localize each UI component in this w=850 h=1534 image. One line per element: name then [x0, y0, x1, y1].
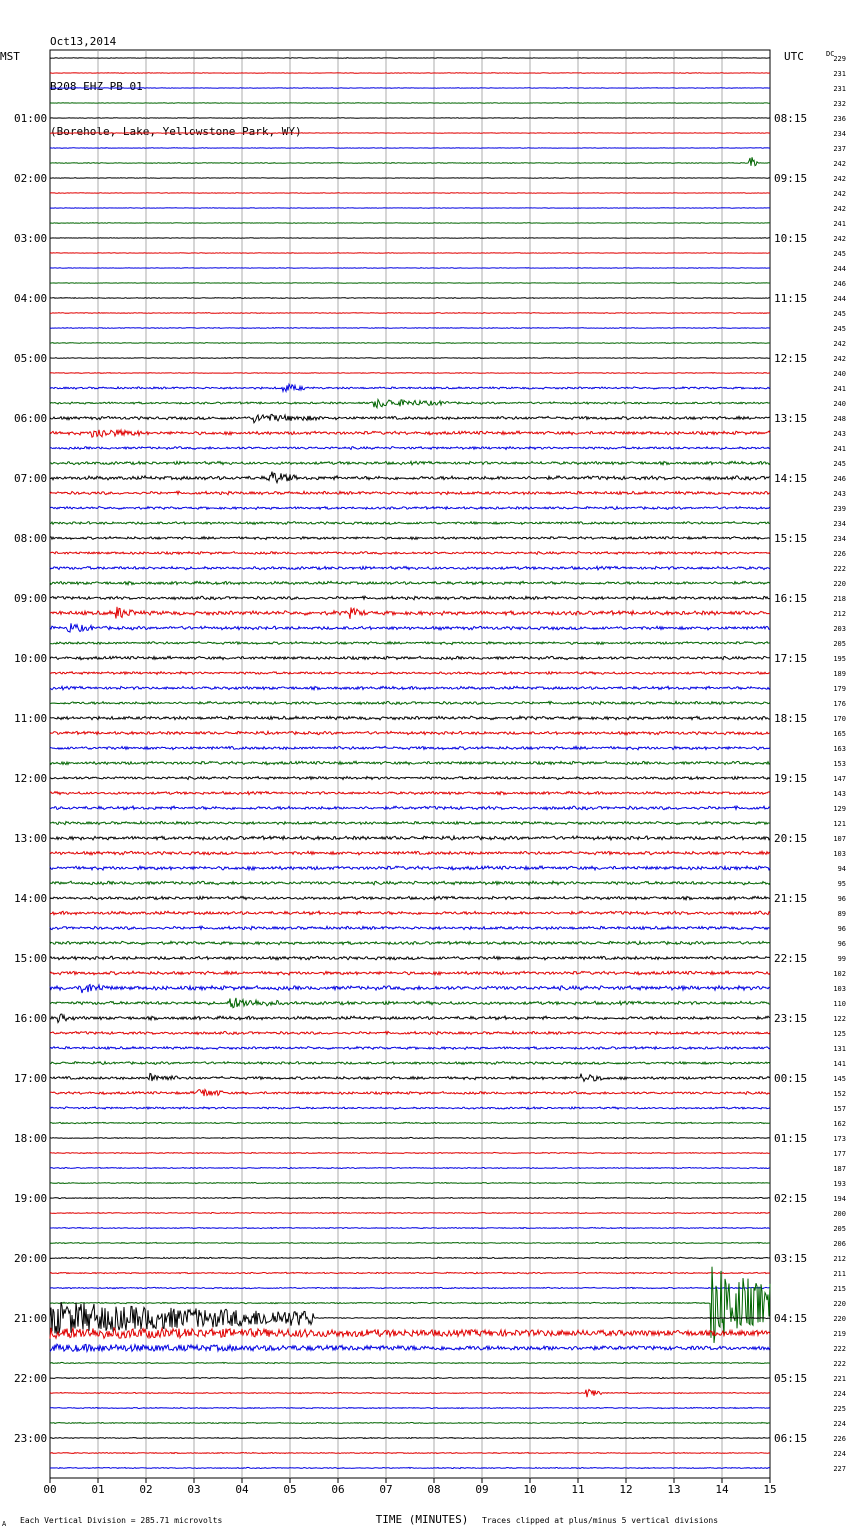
utc-hour-label: 21:15 [774, 892, 808, 905]
utc-hour-label: 01:15 [774, 1132, 808, 1145]
trace-line [50, 400, 770, 408]
dc-offset-label: 218 [833, 595, 846, 603]
x-tick-label: 04 [235, 1483, 249, 1496]
trace-line [50, 1152, 770, 1153]
dc-offset-label: 157 [833, 1105, 846, 1113]
x-tick-label: 13 [667, 1483, 681, 1496]
mst-hour-label: 09:00 [14, 592, 48, 605]
dc-offset-label: 89 [837, 910, 846, 918]
dc-offset-label: 222 [833, 565, 846, 573]
utc-hour-label: 03:15 [774, 1252, 808, 1265]
dc-offset-label: 195 [833, 655, 846, 663]
trace-line [50, 731, 770, 734]
dc-offset-label: 187 [833, 1165, 846, 1173]
scale-note: Each Vertical Division = 285.71 microvolts [20, 1516, 223, 1525]
mst-hour-label: 12:00 [14, 772, 48, 785]
trace-line [50, 1362, 770, 1363]
utc-hour-label: 05:15 [774, 1372, 808, 1385]
trace-line [50, 88, 770, 89]
x-tick-label: 15 [763, 1483, 777, 1496]
corner-mark: A [2, 1520, 7, 1528]
x-tick-label: 00 [43, 1483, 57, 1496]
trace-line [50, 926, 770, 930]
dc-offset-label: 232 [833, 100, 846, 108]
trace-line [50, 821, 770, 824]
trace-line [50, 358, 770, 359]
trace-line [50, 157, 770, 166]
dc-offset-label: 229 [833, 55, 846, 63]
dc-offset-label: 240 [833, 400, 846, 408]
trace-line [50, 461, 770, 465]
dc-offset-label: 103 [833, 850, 846, 858]
dc-offset-label: 245 [833, 460, 846, 468]
trace-line [50, 1183, 770, 1184]
trace-line [50, 777, 770, 780]
dc-offset-label: 205 [833, 640, 846, 648]
dc-offset-label: 224 [833, 1390, 846, 1398]
trace-line [50, 1287, 770, 1288]
dc-offset-label: 215 [833, 1285, 846, 1293]
dc-offset-label: 129 [833, 805, 846, 813]
utc-hour-label: 09:15 [774, 172, 808, 185]
dc-offset-label: 125 [833, 1030, 846, 1038]
trace-line [50, 1422, 770, 1423]
dc-offset-label: 96 [837, 925, 846, 933]
trace-line [50, 223, 770, 224]
dc-offset-label: 245 [833, 325, 846, 333]
trace-line [50, 253, 770, 254]
dc-offset-label: 222 [833, 1360, 846, 1368]
trace-line [50, 851, 770, 855]
trace-line [50, 1074, 770, 1082]
dc-offset-label: 147 [833, 775, 846, 783]
dc-offset-label: 212 [833, 1255, 846, 1263]
dc-offset-label: 242 [833, 340, 846, 348]
trace-line [50, 836, 770, 840]
dc-offset-label: 221 [833, 1375, 846, 1383]
dc-offset-label: 242 [833, 160, 846, 168]
dc-offset-label: 246 [833, 280, 846, 288]
utc-hour-label: 00:15 [774, 1072, 808, 1085]
dc-offset-label: 226 [833, 550, 846, 558]
dc-offset-label: 152 [833, 1090, 846, 1098]
dc-offset-label: 179 [833, 685, 846, 693]
mst-hour-label: 08:00 [14, 532, 48, 545]
trace-line [50, 283, 770, 284]
x-tick-label: 05 [283, 1483, 297, 1496]
dc-offset-label: 242 [833, 355, 846, 363]
dc-offset-label: 220 [833, 1300, 846, 1308]
utc-hour-label: 18:15 [774, 712, 808, 725]
trace-line [50, 1167, 770, 1168]
dc-offset-label: 248 [833, 415, 846, 423]
utc-hour-label: 23:15 [774, 1012, 808, 1025]
x-tick-label: 03 [187, 1483, 201, 1496]
trace-line [50, 1137, 770, 1138]
trace-line [50, 1090, 770, 1097]
dc-offset-label: 243 [833, 430, 846, 438]
trace-line [50, 866, 770, 870]
utc-hour-label: 12:15 [774, 352, 808, 365]
trace-line [50, 1328, 770, 1339]
header-date: Oct13,2014 [50, 35, 117, 48]
mst-hour-label: 22:00 [14, 1372, 48, 1385]
dc-offset-label: 96 [837, 895, 846, 903]
trace-line [50, 998, 770, 1008]
trace-line [50, 791, 770, 794]
dc-offset-label: 227 [833, 1465, 846, 1473]
trace-line [50, 1344, 770, 1352]
dc-offset-label: 220 [833, 1315, 846, 1323]
trace-line [50, 1212, 770, 1213]
utc-hour-label: 08:15 [774, 112, 808, 125]
dc-offset-label: 234 [833, 535, 846, 543]
trace-line [50, 686, 770, 690]
x-axis [43, 1478, 776, 1496]
dc-offset-label: 225 [833, 1405, 846, 1413]
trace-line [50, 58, 770, 59]
trace-line [50, 447, 770, 450]
mst-hour-label: 17:00 [14, 1072, 48, 1085]
trace-line [50, 328, 770, 329]
seismic-traces [50, 58, 770, 1469]
dc-offset-label: 211 [833, 1270, 846, 1278]
utc-hour-label: 16:15 [774, 592, 808, 605]
mst-hour-label: 20:00 [14, 1252, 48, 1265]
trace-line [50, 623, 770, 632]
header-station: B208 EHZ PB 01 [50, 80, 143, 93]
x-tick-label: 02 [139, 1483, 153, 1496]
trace-line [50, 73, 770, 74]
trace-line [50, 208, 770, 209]
dc-offset-label: 206 [833, 1240, 846, 1248]
dc-offset-label: 102 [833, 970, 846, 978]
trace-line [50, 956, 770, 960]
dc-offset-label: 170 [833, 715, 846, 723]
dc-offset-label: 240 [833, 370, 846, 378]
trace-line [50, 1438, 770, 1439]
utc-hour-label: 04:15 [774, 1312, 808, 1325]
trace-line [50, 746, 770, 749]
dc-offset-label: 107 [833, 835, 846, 843]
mst-hour-label: 06:00 [14, 412, 48, 425]
trace-line [50, 414, 770, 423]
utc-hour-label: 20:15 [774, 832, 808, 845]
dc-offset-label: 143 [833, 790, 846, 798]
mst-hour-label: 19:00 [14, 1192, 48, 1205]
dc-offset-label: 245 [833, 250, 846, 258]
dc-offset-label: 224 [833, 1420, 846, 1428]
trace-line [50, 103, 770, 104]
trace-line [50, 701, 770, 704]
dc-offset-label: 194 [833, 1195, 846, 1203]
dc-offset-label: 189 [833, 670, 846, 678]
trace-line [50, 1062, 770, 1065]
trace-line [50, 1377, 770, 1378]
dc-offset-label: 242 [833, 190, 846, 198]
x-tick-label: 07 [379, 1483, 393, 1496]
right-axis-title: UTC [784, 50, 804, 63]
utc-hour-label: 11:15 [774, 292, 808, 305]
dc-offset-label: 243 [833, 490, 846, 498]
trace-line [50, 1452, 770, 1453]
trace-line [50, 716, 770, 720]
mst-hour-label: 16:00 [14, 1012, 48, 1025]
dc-offset-label: 246 [833, 475, 846, 483]
dc-offset-label: 237 [833, 145, 846, 153]
trace-line [50, 1302, 770, 1334]
dc-column-title: DC [826, 50, 835, 58]
dc-offset-label: 231 [833, 85, 846, 93]
x-tick-label: 12 [619, 1483, 633, 1496]
dc-offset-label: 145 [833, 1075, 846, 1083]
utc-hour-label: 02:15 [774, 1192, 808, 1205]
trace-line [50, 1107, 770, 1109]
trace-line [50, 911, 770, 915]
trace-line [50, 607, 770, 619]
dc-offset-label: 200 [833, 1210, 846, 1218]
trace-line [50, 1390, 770, 1398]
dc-offset-label: 222 [833, 1345, 846, 1353]
dc-offset-label: 236 [833, 115, 846, 123]
mst-hour-label: 21:00 [14, 1312, 48, 1325]
trace-line [50, 373, 770, 374]
trace-line [50, 896, 770, 900]
trace-line [50, 1014, 770, 1023]
trace-line [50, 1047, 770, 1050]
trace-line [50, 552, 770, 555]
mst-hour-label: 11:00 [14, 712, 48, 725]
trace-line [50, 472, 770, 483]
dc-offset-labels [833, 55, 846, 1473]
dc-offset-label: 193 [833, 1180, 846, 1188]
trace-line [50, 430, 770, 438]
dc-offset-label: 165 [833, 730, 846, 738]
trace-line [50, 343, 770, 344]
dc-offset-label: 203 [833, 625, 846, 633]
dc-offset-label: 234 [833, 130, 846, 138]
x-tick-label: 10 [523, 1483, 537, 1496]
dc-offset-label: 244 [833, 265, 846, 273]
dc-offset-label: 110 [833, 1000, 846, 1008]
dc-offset-label: 131 [833, 1045, 846, 1053]
dc-offset-label: 231 [833, 70, 846, 78]
utc-hour-label: 06:15 [774, 1432, 808, 1445]
dc-offset-label: 212 [833, 610, 846, 618]
trace-line [50, 491, 770, 495]
x-tick-label: 09 [475, 1483, 489, 1496]
x-tick-label: 14 [715, 1483, 729, 1496]
dc-offset-label: 245 [833, 310, 846, 318]
mst-hour-label: 02:00 [14, 172, 48, 185]
dc-offset-label: 153 [833, 760, 846, 768]
dc-offset-label: 242 [833, 235, 846, 243]
mst-hour-label: 18:00 [14, 1132, 48, 1145]
dc-offset-label: 94 [837, 865, 846, 873]
dc-offset-label: 177 [833, 1150, 846, 1158]
dc-offset-label: 241 [833, 385, 846, 393]
utc-hour-label: 15:15 [774, 532, 808, 545]
dc-offset-label: 244 [833, 295, 846, 303]
x-tick-label: 11 [571, 1483, 585, 1496]
trace-line [50, 384, 770, 391]
trace-line [50, 133, 770, 134]
dc-offset-label: 96 [837, 940, 846, 948]
dc-offset-label: 224 [833, 1450, 846, 1458]
mst-hour-label: 10:00 [14, 652, 48, 665]
dc-offset-label: 241 [833, 445, 846, 453]
trace-line [50, 118, 770, 119]
trace-line [50, 761, 770, 764]
trace-line [50, 178, 770, 179]
trace-line [50, 313, 770, 314]
trace-line [50, 238, 770, 239]
clip-note: Traces clipped at plus/minus 5 vertical divisions [482, 1516, 719, 1525]
trace-line [50, 1227, 770, 1228]
trace-line [50, 1467, 770, 1468]
mst-hour-label: 15:00 [14, 952, 48, 965]
trace-line [50, 1407, 770, 1408]
utc-hour-label: 17:15 [774, 652, 808, 665]
dc-offset-label: 241 [833, 220, 846, 228]
trace-line [50, 941, 770, 944]
trace-line [50, 1122, 770, 1123]
trace-line [50, 507, 770, 510]
dc-offset-label: 176 [833, 700, 846, 708]
mst-hour-label: 03:00 [14, 232, 48, 245]
dc-offset-label: 95 [837, 880, 846, 888]
header-location: (Borehole, Lake, Yellowstone Park, WY) [50, 125, 302, 138]
dc-offset-label: 103 [833, 985, 846, 993]
dc-offset-label: 121 [833, 820, 846, 828]
x-axis-title: TIME (MINUTES) [375, 1513, 469, 1526]
dc-offset-label: 99 [837, 955, 846, 963]
dc-offset-label: 163 [833, 745, 846, 753]
trace-line [50, 642, 770, 645]
dc-offset-label: 219 [833, 1330, 846, 1338]
trace-line [50, 537, 770, 540]
left-axis-title: MST [0, 50, 20, 63]
dc-offset-label: 239 [833, 505, 846, 513]
trace-line [50, 672, 770, 675]
trace-line [50, 1242, 770, 1243]
x-tick-label: 08 [427, 1483, 441, 1496]
trace-line [50, 1257, 770, 1258]
utc-hour-label: 10:15 [774, 232, 808, 245]
dc-offset-label: 226 [833, 1435, 846, 1443]
trace-line [50, 596, 770, 600]
mst-hour-label: 01:00 [14, 112, 48, 125]
trace-line [50, 1272, 770, 1273]
trace-line [50, 881, 770, 885]
utc-hour-label: 14:15 [774, 472, 808, 485]
dc-offset-label: 234 [833, 520, 846, 528]
trace-line [50, 985, 770, 994]
x-tick-label: 01 [91, 1483, 105, 1496]
dc-offset-label: 242 [833, 205, 846, 213]
mst-hour-label: 05:00 [14, 352, 48, 365]
trace-line [50, 581, 770, 584]
mst-hour-label: 14:00 [14, 892, 48, 905]
dc-offset-label: 205 [833, 1225, 846, 1233]
dc-offset-label: 173 [833, 1135, 846, 1143]
mst-hour-label: 04:00 [14, 292, 48, 305]
utc-hour-label: 19:15 [774, 772, 808, 785]
dc-offset-label: 122 [833, 1015, 846, 1023]
trace-line [50, 148, 770, 149]
dc-offset-label: 242 [833, 175, 846, 183]
trace-line [50, 193, 770, 194]
trace-line [50, 566, 770, 569]
trace-line [50, 971, 770, 975]
utc-hour-label: 22:15 [774, 952, 808, 965]
trace-line [50, 268, 770, 269]
trace-line [50, 522, 770, 525]
trace-line [50, 656, 770, 659]
trace-line [50, 806, 770, 810]
mst-hour-label: 13:00 [14, 832, 48, 845]
dc-offset-label: 162 [833, 1120, 846, 1128]
x-tick-label: 06 [331, 1483, 345, 1496]
trace-line [50, 1197, 770, 1198]
trace-line [50, 1031, 770, 1034]
mst-hour-label: 07:00 [14, 472, 48, 485]
trace-line [50, 298, 770, 299]
mst-hour-label: 23:00 [14, 1432, 48, 1445]
dc-offset-label: 141 [833, 1060, 846, 1068]
dc-offset-label: 220 [833, 580, 846, 588]
utc-hour-label: 13:15 [774, 412, 808, 425]
